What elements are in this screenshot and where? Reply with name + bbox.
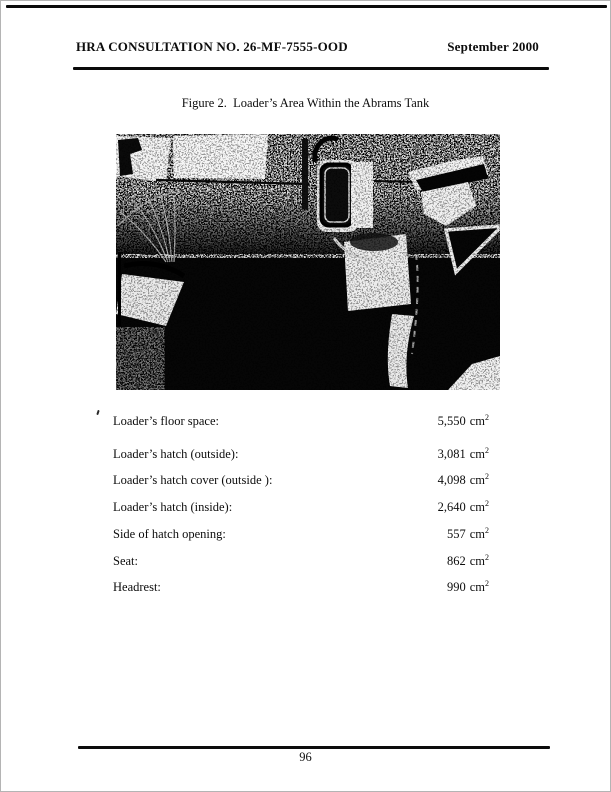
- measurement-label: Loader’s hatch (outside):: [113, 447, 239, 461]
- measurement-value: 990 $cm^2$: [446, 578, 489, 594]
- measurement-label: Loader’s floor space:: [113, 414, 219, 428]
- measurement-value: 5,550 $cm^2$: [437, 412, 489, 428]
- measurement-value: 557 $cm^2$: [446, 525, 489, 541]
- measurement-list: [1, 1, 610, 791]
- measurement-value: 2,640 $cm^2$: [437, 498, 489, 514]
- measurement-row: [113, 414, 489, 432]
- measurement-row: [113, 473, 489, 491]
- measurement-row: [113, 527, 489, 545]
- measurement-value: 3,081 $cm^2$: [437, 445, 489, 461]
- measurement-label: Side of hatch opening:: [113, 527, 226, 541]
- figure-caption: Figure 2. Loader’s Area Within the Abrams Tank: [181, 96, 430, 110]
- measurement-row: [113, 554, 489, 572]
- measurement-row: [113, 580, 489, 598]
- page-number: 96: [299, 750, 312, 764]
- measurement-label: Loader’s hatch cover (outside ):: [113, 473, 273, 487]
- measurement-row: [113, 447, 489, 465]
- measurement-row: [113, 500, 489, 518]
- measurement-label: Headrest:: [113, 580, 161, 594]
- measurement-value: 4,098 $cm^2$: [437, 471, 489, 487]
- header-consultation-number: HRA CONSULTATION NO. 26-MF-7555-OOD: [76, 39, 348, 54]
- measurement-value: 862 $cm^2$: [446, 552, 489, 568]
- footer-rule: [78, 746, 550, 749]
- header-date: September 2000: [447, 39, 539, 54]
- measurement-label: Seat:: [113, 554, 138, 568]
- measurement-label: Loader’s hatch (inside):: [113, 500, 233, 514]
